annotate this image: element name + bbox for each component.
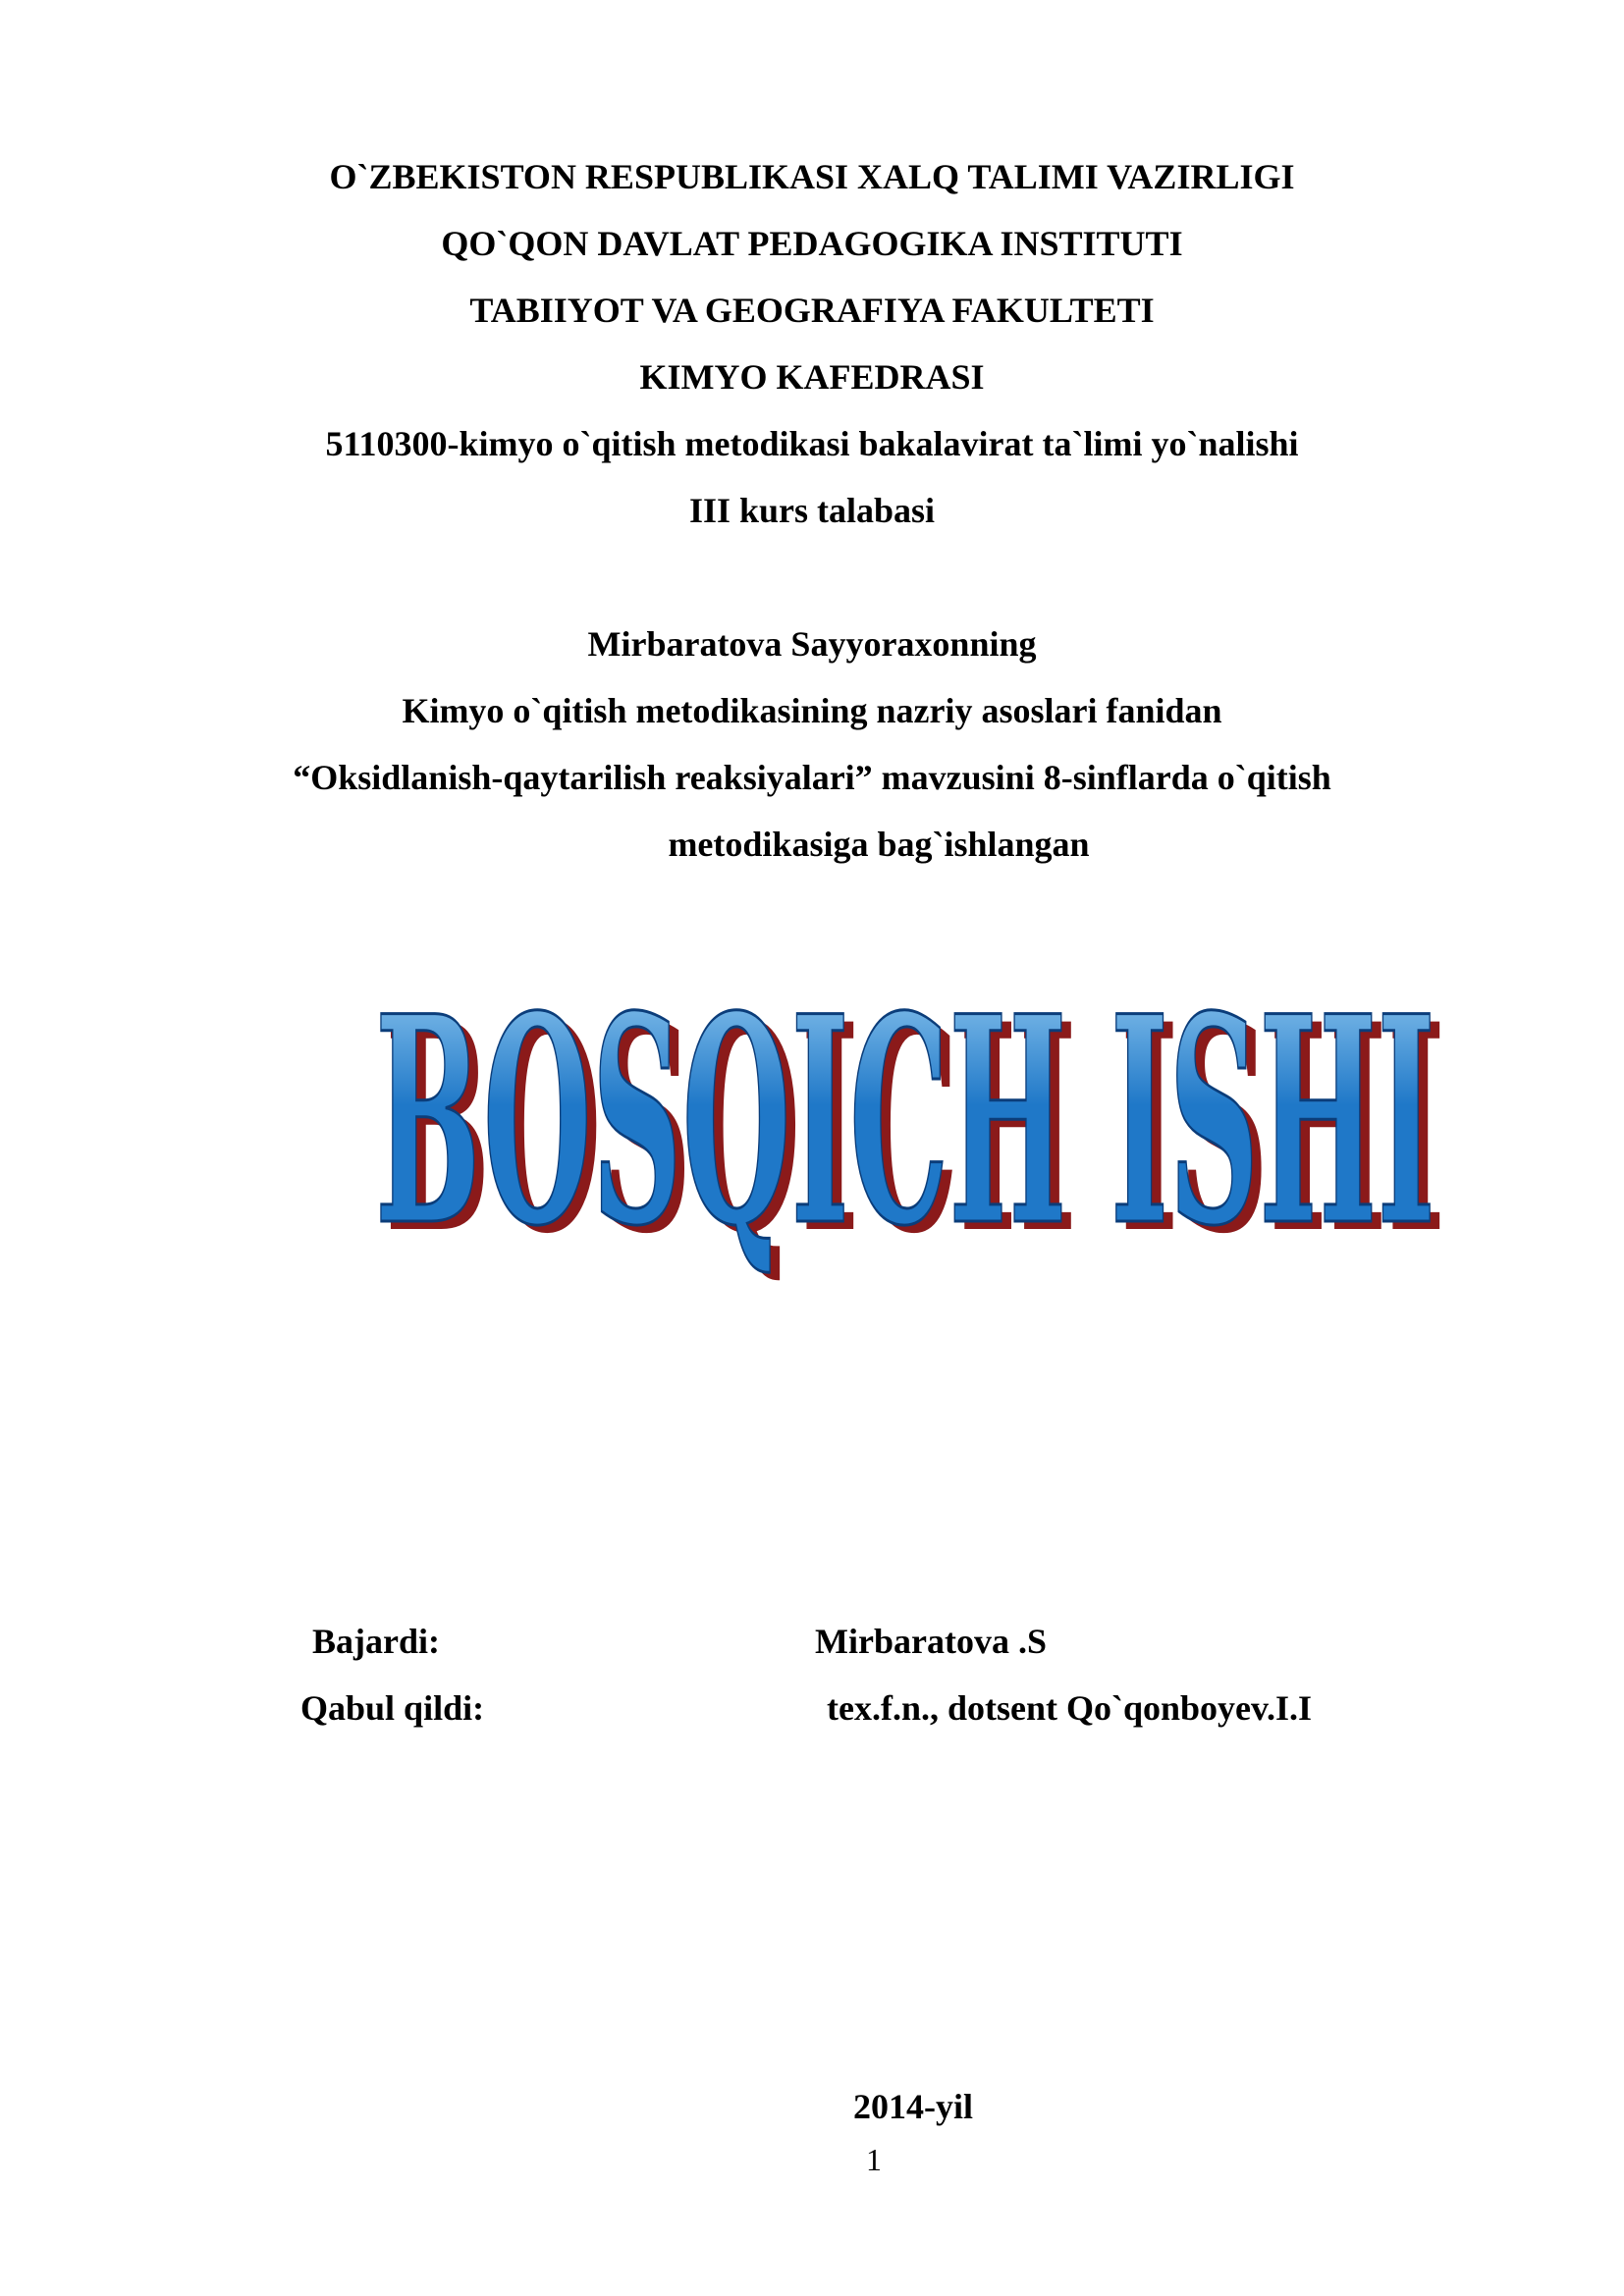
year: 2014-yil — [853, 2087, 973, 2126]
accepted-by-value: tex.f.n., dotsent Qo`qonboyev.I.I — [827, 1688, 1313, 1728]
done-by-value: Mirbaratova .S — [815, 1622, 1047, 1661]
topic-line-2: metodikasiga bag`ishlangan — [668, 825, 1090, 864]
topic-line-1: “Oksidlanish-qaytarilish reaksiyalari” mavzusini 8-sinflarda o`qitish — [293, 758, 1331, 797]
page-number: 1 — [866, 2142, 882, 2177]
wordart-title — [353, 991, 1473, 1286]
ministry-heading: O`ZBEKISTON RESPUBLIKASI XALQ TALIMI VAZIRLIGI — [329, 157, 1295, 196]
course-heading: III kurs talabasi — [688, 491, 936, 530]
accepted-by-label: Qabul qildi: — [300, 1688, 485, 1728]
faculty-heading: TABIIYOT VA GEOGRAFIYA FAKULTETI — [469, 291, 1155, 330]
wordart-shadow: BOSQICH ISHI — [385, 991, 1445, 1286]
institute-heading: QO`QON DAVLAT PEDAGOGIKA INSTITUTI — [441, 224, 1183, 263]
subject-line: Kimyo o`qitish metodikasining nazriy asoslari fanidan — [402, 691, 1222, 730]
done-by-label: Bajardi: — [312, 1622, 440, 1661]
wordart-text: BOSQICH ISHI — [375, 991, 1435, 1286]
program-heading: 5110300-kimyo o`qitish metodikasi bakalavirat ta`limi yo`nalishi — [325, 424, 1299, 463]
student-name: Mirbaratova Sayyoraxonning — [587, 624, 1037, 664]
department-heading: KIMYO KAFEDRASI — [639, 357, 985, 397]
title-banner — [353, 991, 1473, 1286]
